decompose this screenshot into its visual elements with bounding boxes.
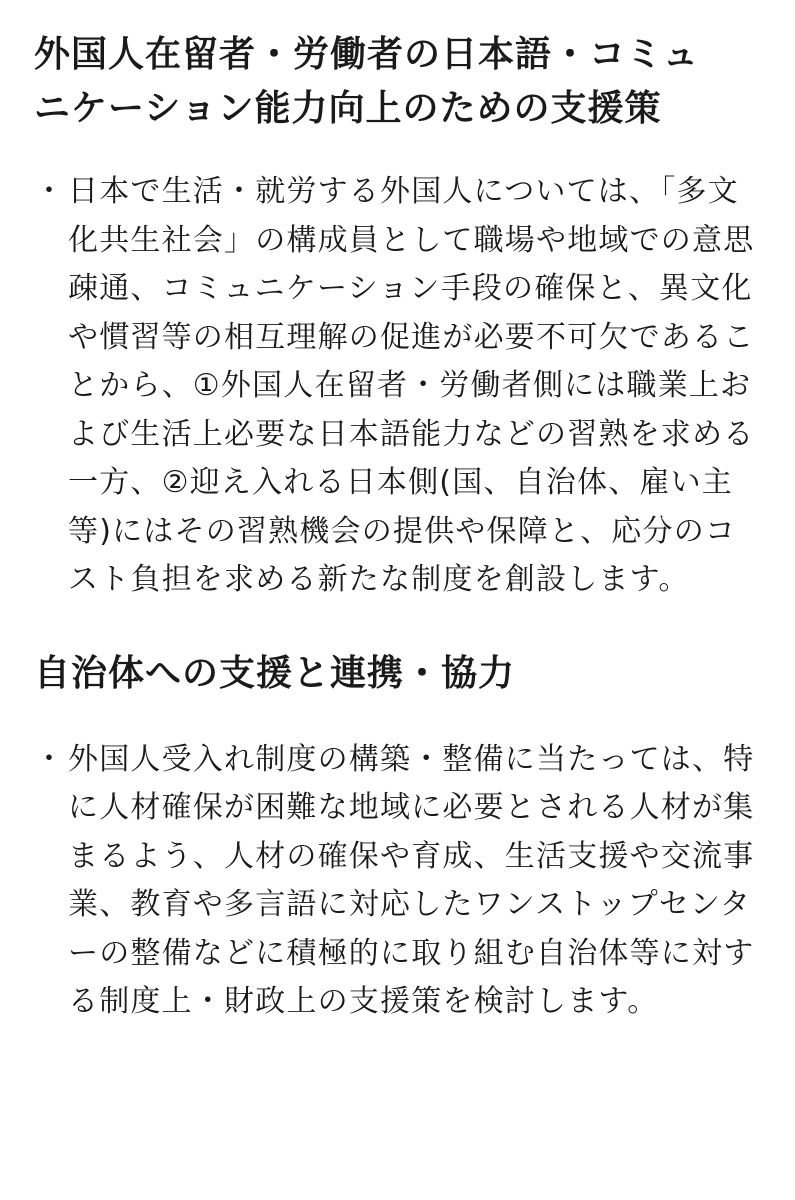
bullet-marker: ・: [34, 741, 66, 777]
section-municipality-support: [34, 647, 765, 1027]
bullet-text: 日本で生活・就労する外国人については、「多文化共生社会」の構成員として職場や地域での意思疎通、コミュニケーション手段の確保と、異文化や慣習等の相互理解の促進が必要不可欠であることから、①外国人在留者・労働者側には職業上および生活上必要な日本語能力などの習熟を求める一方、②迎え入れる日本側(国、自治体、雇い主等)にはその習熟機会の提供や保障と、応分のコスト負担を求める新たな制度を創設します。: [68, 174, 755, 597]
section-heading: 外国人在留者・労働者の日本語・コミュニケーション能力向上のための支援策: [34, 34, 700, 129]
bullet-item: [34, 168, 758, 605]
bullet-item: [34, 736, 758, 1027]
bullet-list: [34, 168, 765, 605]
bullet-marker: ・: [34, 174, 66, 209]
bullet-list: [34, 736, 765, 1027]
section-heading: 自治体への支援と連携・協力: [34, 652, 516, 694]
section-language-support: [34, 28, 765, 605]
bullet-text: 外国人受入れ制度の構築・整備に当たっては、特に人材確保が困難な地域に必要とされる人材が集まるよう、人材の確保や育成、生活支援や交流事業、教育や多言語に対応したワンストップセンターの整備などに積極的に取り組む自治体等に対する制度上・財政上の支援策を検討します。: [68, 741, 755, 1019]
